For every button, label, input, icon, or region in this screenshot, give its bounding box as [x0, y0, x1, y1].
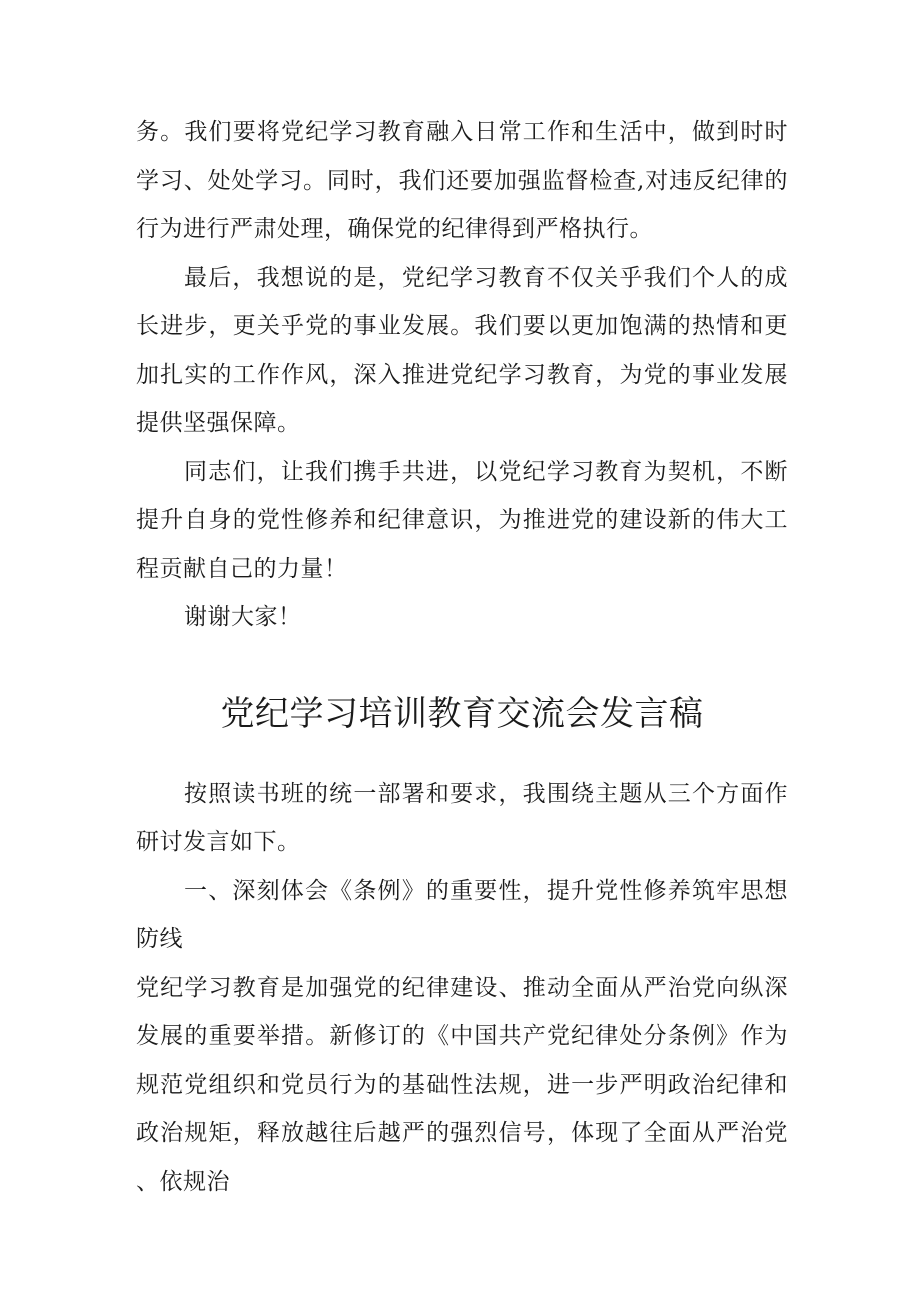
- paragraph-intro: 按照读书班的统一部署和要求，我围绕主题从三个方面作研讨发言如下。: [136, 780, 788, 855]
- document-title: 党纪学习培训教育交流会发言稿: [220, 693, 704, 734]
- paragraph-continuation: 务。我们要将党纪学习教育融入日常工作和生活中，做到时时学习、处处学习。同时，我们还要加强监督检查,对违反纪律的行为进行严肃处理，确保党的纪律得到严格执行。: [136, 119, 788, 242]
- paragraph-finally: 最后，我想说的是，党纪学习教育不仅关乎我们个人的成长进步，更关乎党的事业发展。我们要以更加饱满的热情和更加扎实的工作作风，深入推进党纪学习教育，为党的事业发展提供坚强保障。: [136, 264, 788, 436]
- paragraph-comrades: 同志们，让我们携手共进，以党纪学习教育为契机，不断提升自身的党性修养和纪律意识，为推进党的建设新的伟大工程贡献自己的力量！: [136, 458, 788, 582]
- paragraph-body: 党纪学习教育是加强党的纪律建设、推动全面从严治党向纵深发展的重要举措。新修订的《中国共产党纪律处分条例》作为规范党组织和党员行为的基础性法规，进一步严明政治纪律和政治规矩，释放越往后越严的强烈信号，体现了全面从严治党、依规治: [136, 974, 788, 1195]
- paragraph-thanks: 谢谢大家！: [184, 604, 302, 630]
- section-heading: 一、深刻体会《条例》的重要性，提升党性修养筑牢思想防线: [136, 877, 788, 952]
